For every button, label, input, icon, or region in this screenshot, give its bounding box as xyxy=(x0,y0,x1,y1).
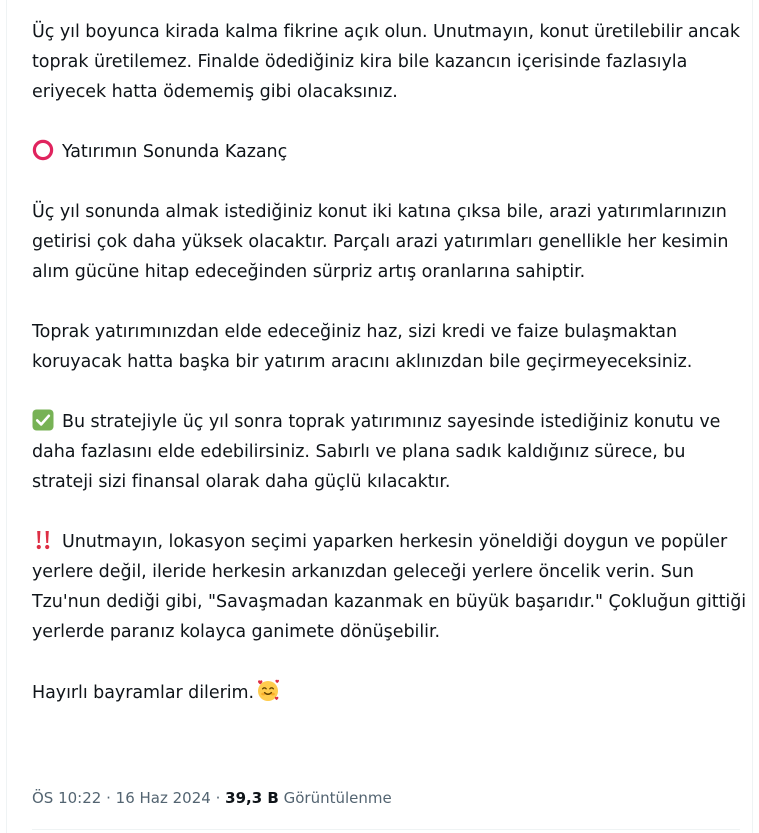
tweet-paragraph-7 xyxy=(32,677,747,708)
tweet-time: ÖS 10:22 xyxy=(32,789,102,807)
tweet-paragraph-3 xyxy=(32,197,747,287)
tweet-paragraph-text: Bu stratejiyle üç yıl sonra toprak yatırımınız sayesinde istediğiniz konutu ve daha fazlasını elde edebilirsiniz. Sabırlı ve plana sadık kaldığınız sürece, bu strateji sizi finansal olarak daha güçlü kılacaktır. xyxy=(32,412,721,492)
tweet-paragraph-text: Unutmayın, lokasyon seçimi yaparken herkesin yöneldiği doygun ve popüler yerlere değil, ileride herkesin arkanızdan geleceği yerlere öncelik verin. Sun Tzu'nun dediği gibi, "Savaşmadan kazanmak en büyük başarıdır." Çokluğun gittiği yerlerde paranız kolayca ganimete dönüşebilir. xyxy=(32,532,747,642)
tweet-paragraph-5 xyxy=(32,407,747,497)
tweet-timestamp-link[interactable] xyxy=(32,789,211,807)
tweet-paragraph-text: Hayırlı bayramlar dilerim. xyxy=(32,683,255,703)
tweet-paragraph-text: Yatırımın Sonunda Kazanç xyxy=(62,142,288,162)
tweet-paragraph-text: Toprak yatırımınızdan elde edeceğiniz haz, sizi kredi ve faize bulaşmaktan koruyacak hatta başka bir yatırım aracını aklınızdan bile geçirmeyeceksiniz. xyxy=(32,322,693,372)
meta-separator: · xyxy=(106,789,111,807)
red-circle-icon xyxy=(32,139,54,161)
smiling-face-with-hearts-icon xyxy=(255,677,281,703)
tweet-text xyxy=(32,17,747,708)
tweet-date: 16 Haz 2024 xyxy=(115,789,211,807)
views-count: 39,3 B xyxy=(225,789,279,807)
tweet-paragraph-text: Üç yıl sonunda almak istediğiniz konut iki katına çıksa bile, arazi yatırımlarınızın getirisi çok daha yüksek olacaktır. Parçalı arazi yatırımları genellikle her kesimin alım gücüne hitap edeceğinden sürpriz artış oranlarına sahiptir. xyxy=(32,202,729,282)
views-label: Görüntülenme xyxy=(283,789,392,807)
double-exclamation-icon xyxy=(32,529,54,551)
tweet-paragraph-text: Üç yıl boyunca kirada kalma fikrine açık olun. Unutmayın, konut üretilebilir ancak toprak üretilemez. Finalde ödediğiniz kira bile kazancın içerisinde fazlasıyla eriyecek hatta ödememiş gibi olacaksınız. xyxy=(32,22,740,102)
meta-separator: · xyxy=(215,789,221,807)
tweet-paragraph-4 xyxy=(32,317,747,377)
check-mark-icon xyxy=(32,409,54,431)
views-link[interactable] xyxy=(225,789,392,807)
tweet-meta xyxy=(32,788,392,808)
tweet-paragraph-2 xyxy=(32,137,747,167)
tweet-container xyxy=(6,0,753,833)
tweet-paragraph-6 xyxy=(32,527,747,647)
tweet-paragraph-1 xyxy=(32,17,747,107)
divider xyxy=(32,829,740,830)
